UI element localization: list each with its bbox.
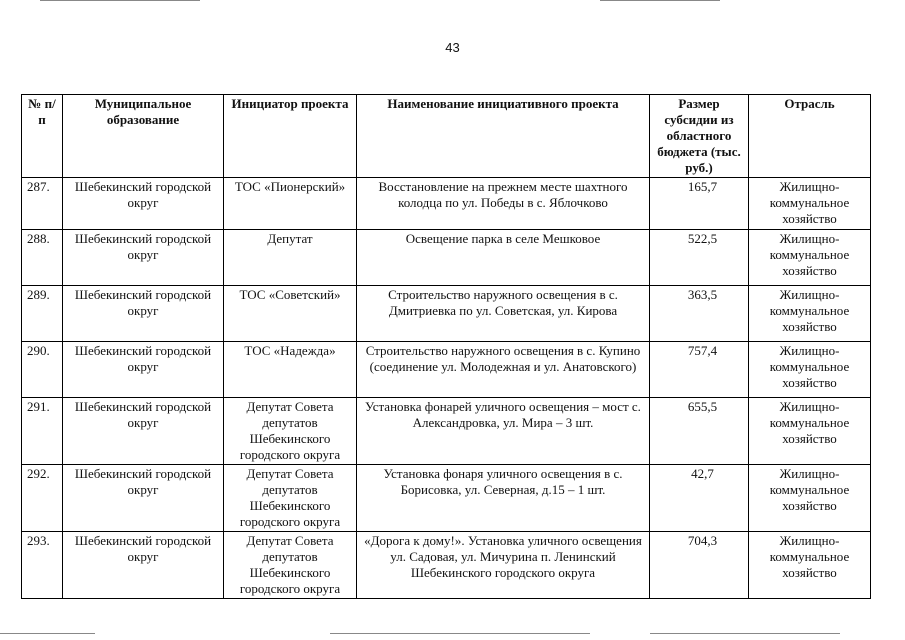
row-project: Строительство наружного освещения в с. Дмитриевка по ул. Советская, ул. Кирова [357, 286, 650, 342]
table-row [22, 286, 871, 342]
row-municipality: Шебекинский городской округ [63, 230, 224, 286]
row-number: 288. [22, 230, 63, 286]
row-amount: 704,3 [650, 532, 749, 599]
row-project: Строительство наружного освещения в с. Купино (соединение ул. Молодежная и ул. Анатовского) [357, 342, 650, 398]
row-sector: Жилищно-коммунальное хозяйство [749, 342, 871, 398]
row-amount: 757,4 [650, 342, 749, 398]
header-subsidy: Размер субсидии из областного бюджета (тыс. руб.) [650, 95, 749, 178]
row-amount: 42,7 [650, 465, 749, 532]
row-municipality: Шебекинский городской округ [63, 342, 224, 398]
scan-edge-bottom-left [0, 633, 95, 634]
table-row [22, 230, 871, 286]
row-number: 289. [22, 286, 63, 342]
row-sector: Жилищно-коммунальное хозяйство [749, 532, 871, 599]
table-row [22, 532, 871, 599]
row-amount: 655,5 [650, 398, 749, 465]
row-number: 291. [22, 398, 63, 465]
row-initiator: Депутат Совета депутатов Шебекинского городского округа [224, 465, 357, 532]
header-initiator: Инициатор проекта [224, 95, 357, 178]
table-header-row [22, 95, 871, 178]
scan-edge-bottom-mid [330, 633, 590, 634]
row-sector: Жилищно-коммунальное хозяйство [749, 286, 871, 342]
row-project: Установка фонарей уличного освещения – мост с. Александровка, ул. Мира – 3 шт. [357, 398, 650, 465]
table-row [22, 465, 871, 532]
header-sector: Отрасль [749, 95, 871, 178]
row-number: 292. [22, 465, 63, 532]
header-municipality: Муниципальное образование [63, 95, 224, 178]
table-row [22, 178, 871, 230]
row-municipality: Шебекинский городской округ [63, 465, 224, 532]
row-municipality: Шебекинский городской округ [63, 532, 224, 599]
row-initiator: Депутат Совета депутатов Шебекинского городского округа [224, 398, 357, 465]
table-row [22, 398, 871, 465]
row-initiator: ТОС «Надежда» [224, 342, 357, 398]
row-number: 293. [22, 532, 63, 599]
row-number: 290. [22, 342, 63, 398]
row-number: 287. [22, 178, 63, 230]
row-initiator: Депутат Совета депутатов Шебекинского городского округа [224, 532, 357, 599]
row-initiator: Депутат [224, 230, 357, 286]
header-num: № п/п [22, 95, 63, 178]
scan-edge-top-right [600, 0, 720, 1]
row-project: Установка фонаря уличного освещения в с. Борисовка, ул. Северная, д.15 – 1 шт. [357, 465, 650, 532]
row-sector: Жилищно-коммунальное хозяйство [749, 178, 871, 230]
row-project: Восстановление на прежнем месте шахтного колодца по ул. Победы в с. Яблочково [357, 178, 650, 230]
row-project: Освещение парка в селе Мешковое [357, 230, 650, 286]
row-amount: 165,7 [650, 178, 749, 230]
scan-edge-bottom-right [650, 633, 840, 634]
row-project: «Дорога к дому!». Установка уличного освещения ул. Садовая, ул. Мичурина п. Ленинский Шебекинского городского округа [357, 532, 650, 599]
row-sector: Жилищно-коммунальное хозяйство [749, 230, 871, 286]
row-initiator: ТОС «Советский» [224, 286, 357, 342]
row-municipality: Шебекинский городской округ [63, 398, 224, 465]
row-amount: 522,5 [650, 230, 749, 286]
scan-edge-top-left [40, 0, 200, 1]
table-row [22, 342, 871, 398]
row-amount: 363,5 [650, 286, 749, 342]
row-sector: Жилищно-коммунальное хозяйство [749, 465, 871, 532]
header-project: Наименование инициативного проекта [357, 95, 650, 178]
row-municipality: Шебекинский городской округ [63, 286, 224, 342]
page-number: 43 [445, 40, 460, 55]
row-municipality: Шебекинский городской округ [63, 178, 224, 230]
projects-table [21, 94, 871, 599]
row-sector: Жилищно-коммунальное хозяйство [749, 398, 871, 465]
row-initiator: ТОС «Пионерский» [224, 178, 357, 230]
